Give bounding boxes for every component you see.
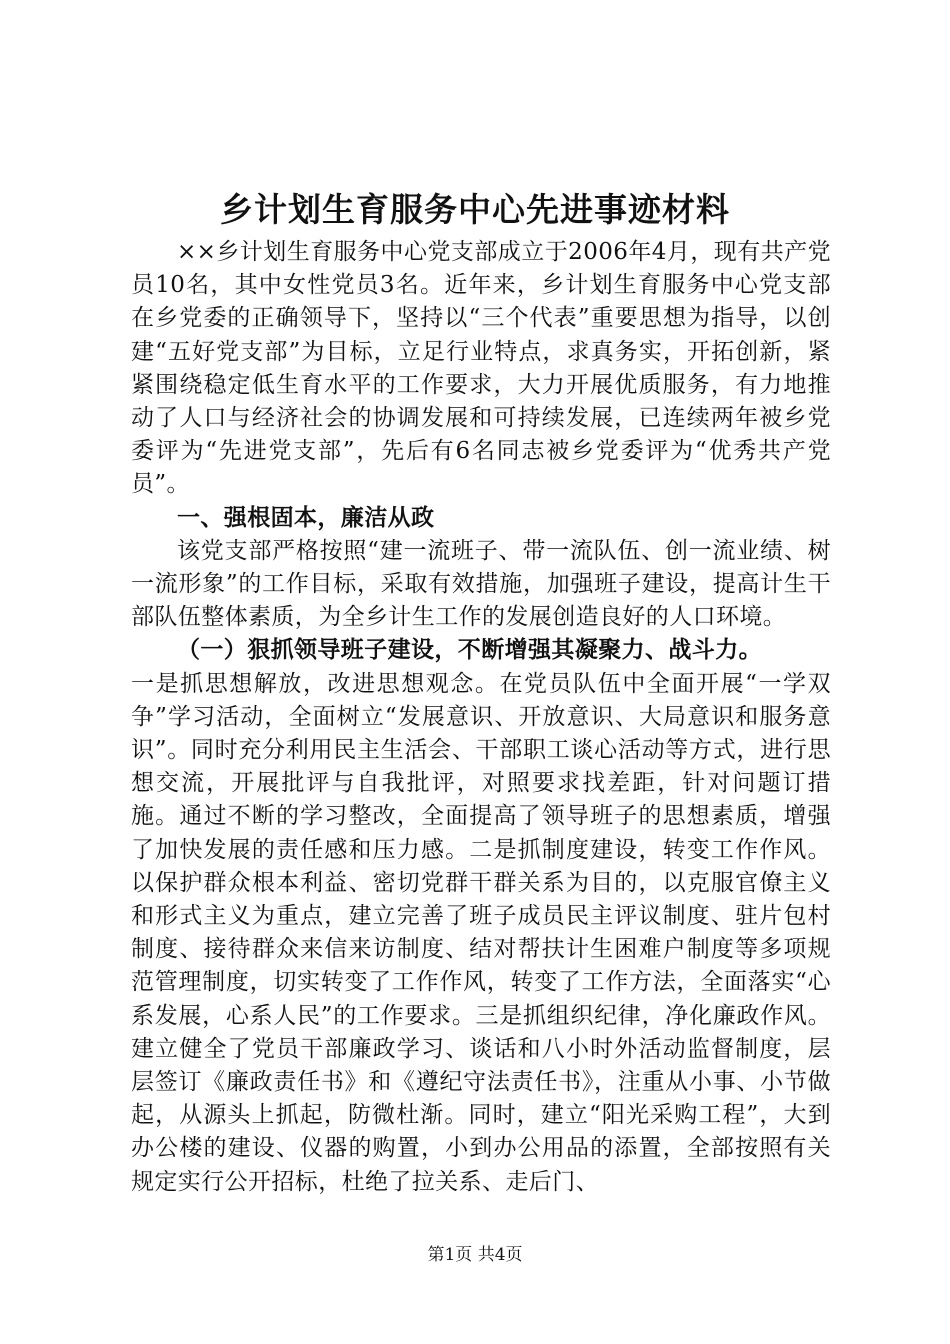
subsection-heading-1: （一）狠抓领导班子建设，不断增强其凝聚力、战斗力。 [177,637,762,664]
document-title: 乡计划生育服务中心先进事迹材料 [220,190,730,229]
page-number-footer: 第1页 共4页 [427,1245,523,1265]
document-body [131,236,831,1199]
subsection-1-paragraph: 一是抓思想解放，改进思想观念。在党员队伍中全面开展“一学双争”学习活动，全面树立“发展意识、开放意识、大局意识和服务意识”。同时充分利用民主生活会、干部职工谈心活动等方式，进行思想交流，开展批评与自我批评，对照要求找差距，针对问题订措施。通过不断的学习整改，全面提高了领导班子的思想素质，增强了加快发展的责任感和压力感。二是抓制度建设，转变工作作风。以保护群众根本利益、密切党群干群关系为目的，以克服官僚主义和形式主义为重点，建立完善了班子成员民主评议制度、驻片包村制度、接待群众来信来访制度、结对帮扶计生困难户制度等多项规范管理制度，切实转变了工作作风，转变了工作方法，全面落实“心系发展，心系人民”的工作要求。三是抓组织纪律，净化廉政作风。建立健全了党员干部廉政学习、谈话和八小时外活动监督制度，层层签订《廉政责任书》和《遵纪守法责任书》，注重从小事、小节做起，从源头上抓起，防微杜渐。同时，建立“阳光采购工程”，大到办公楼的建设、仪器的购置，小到办公用品的添置，全部按照有关规定实行公开招标，杜绝了拉关系、走后门、 [131,670,831,1195]
section-heading-1: 一、强根固本，廉洁从政 [177,504,435,531]
section-1-paragraph: 该党支部严格按照“建一流班子、带一流队伍、创一流业绩、树一流形象”的工作目标，采取有效措施，加强班子建设，提高计生干部队伍整体素质，为全乡计生工作的发展创造良好的人口环境。 [131,537,831,631]
intro-paragraph: ××乡计划生育服务中心党支部成立于2006年4月，现有共产党员10名，其中女性党员3名。近年来，乡计划生育服务中心党支部在乡党委的正确领导下，坚持以“三个代表”重要思想为指导，以创建“五好党支部”为目标，立足行业特点，求真务实，开拓创新，紧紧围绕稳定低生育水平的工作要求，大力开展优质服务，有力地推动了人口与经济社会的协调发展和可持续发展，已连续两年被乡党委评为“先进党支部”，先后有6名同志被乡党委评为“优秀共产党员”。 [131,239,831,498]
